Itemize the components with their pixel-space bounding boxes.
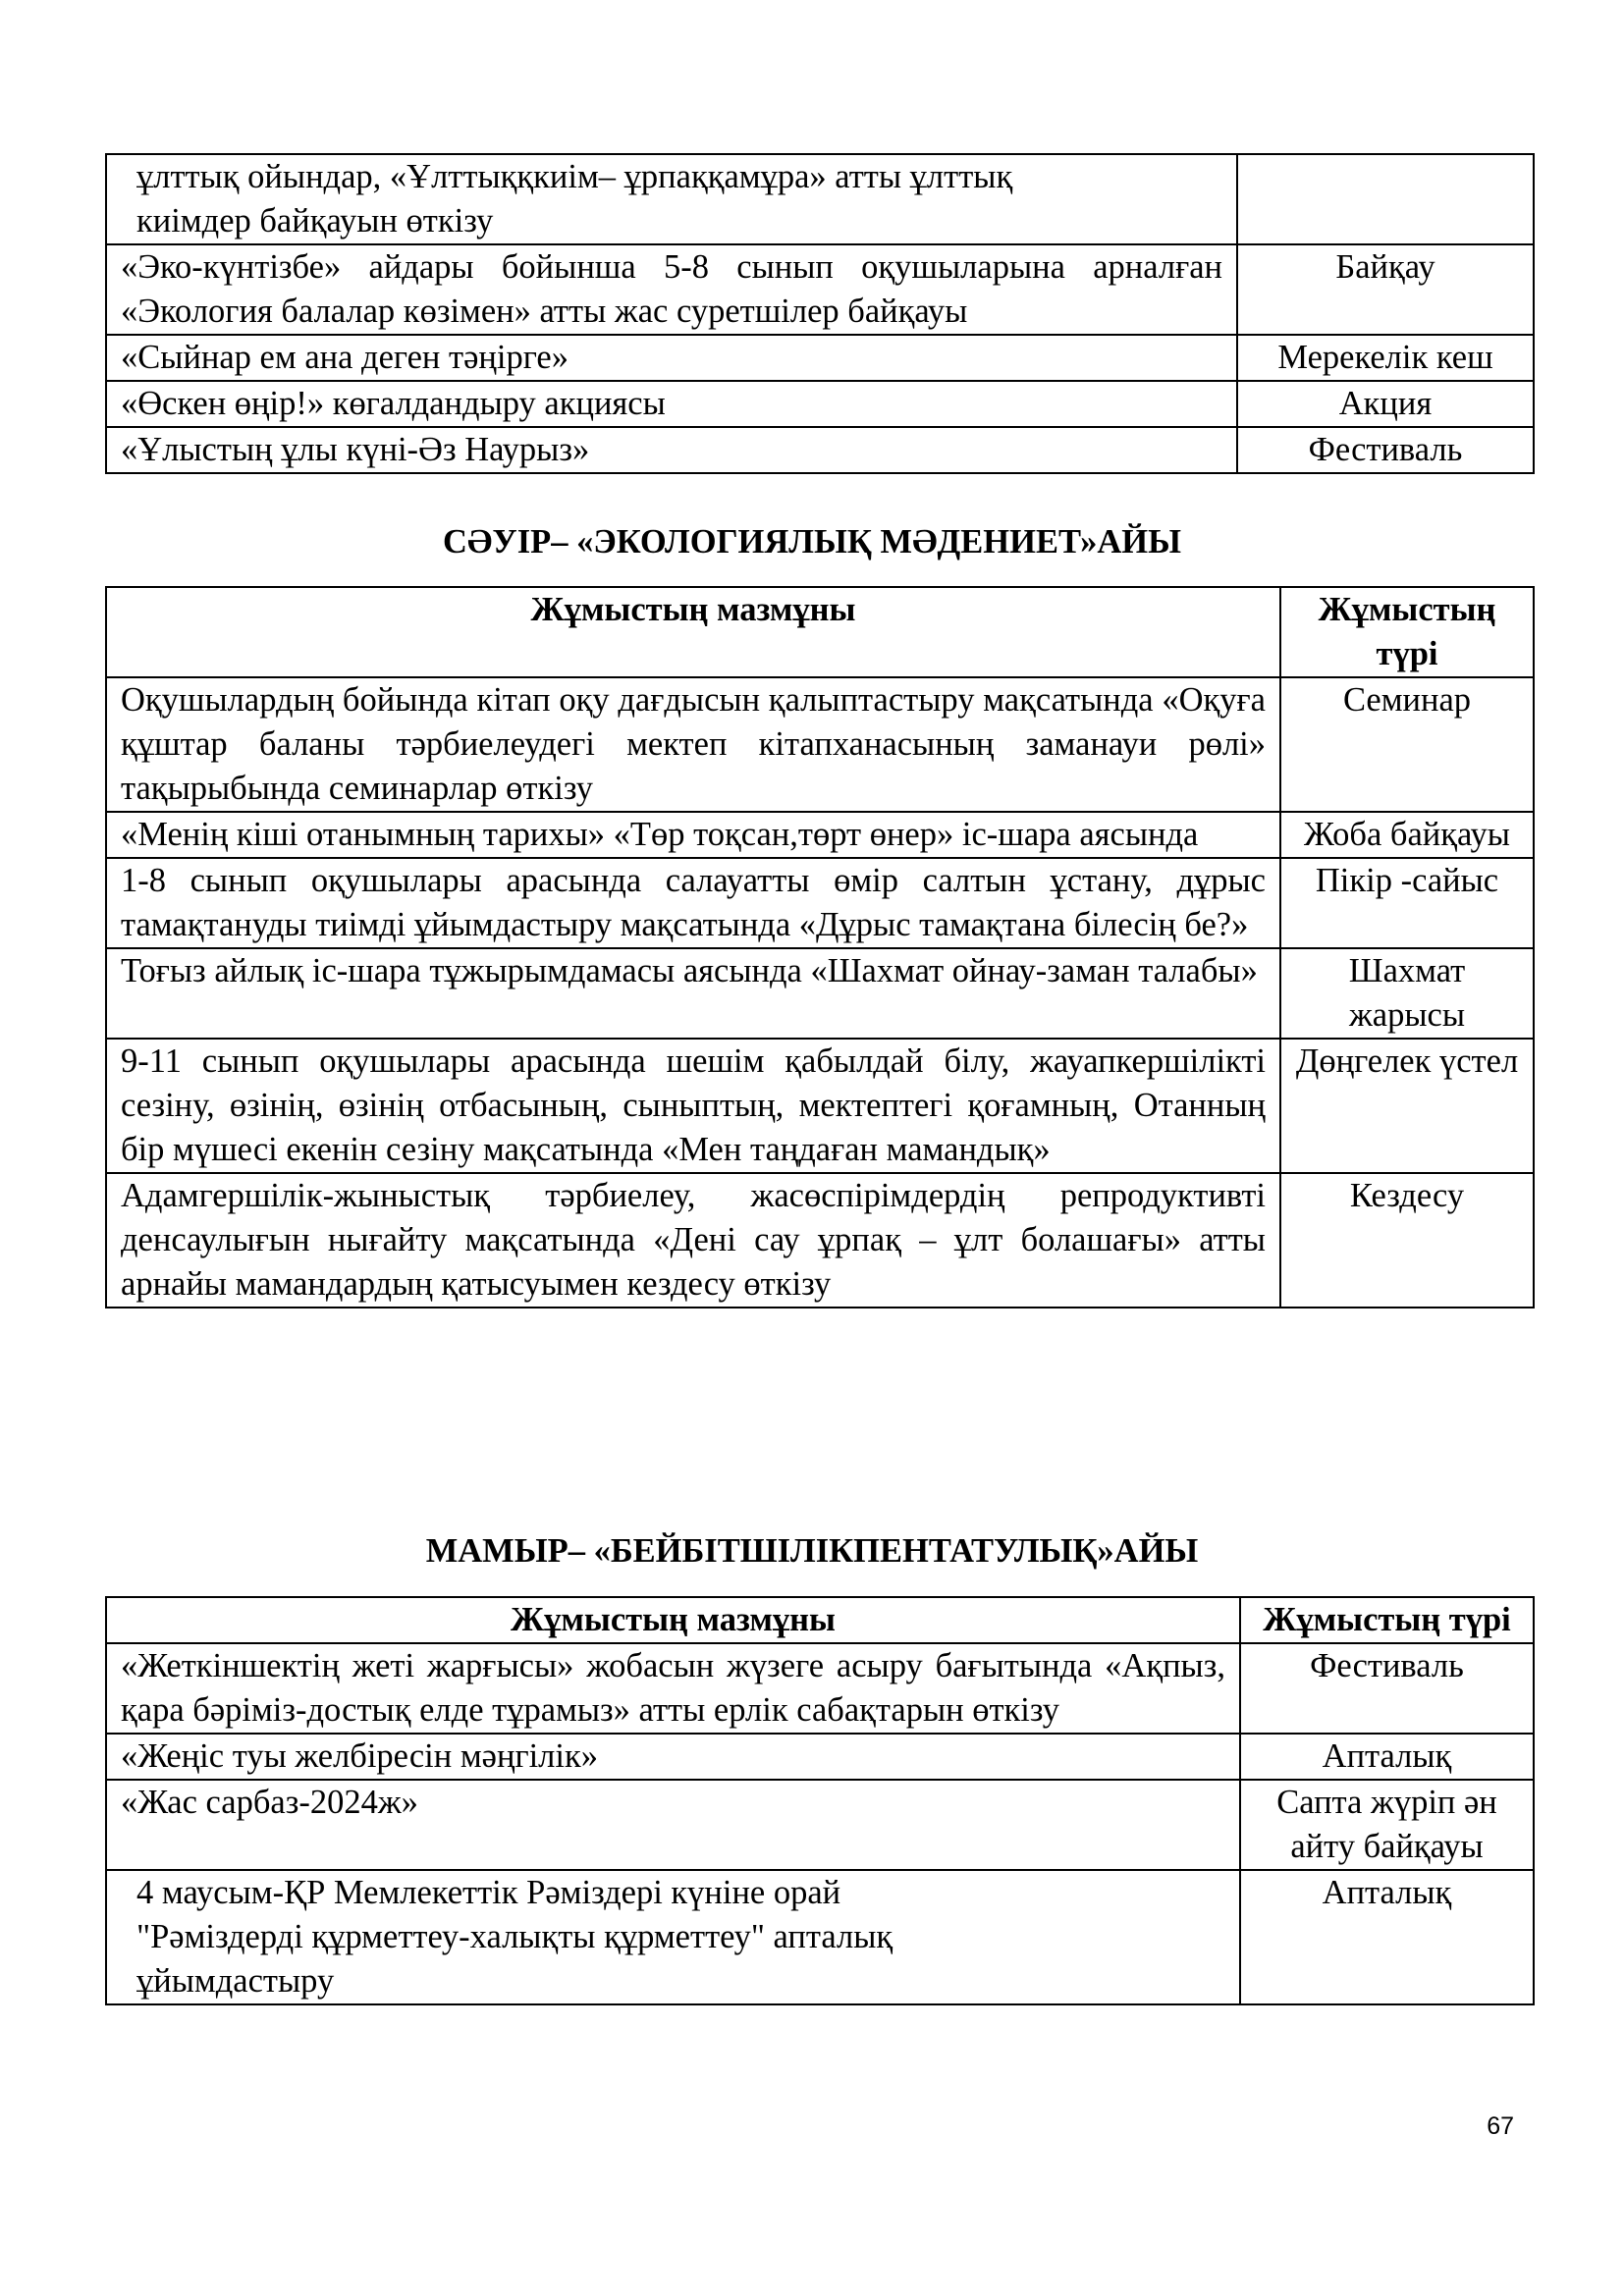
content-cell: Оқушылардың бойында кітап оқу дағдысын қалыптастыру мақсатында «Оқуға құштар баланы тәрбиелеудегі мектеп кітапханасының заманауи рөлі» тақырыбында семинарлар өткізу (106, 677, 1280, 812)
content-cell: 9-11 сынып оқушылары арасында шешім қабылдай білу, жауапкершілікті сезіну, өзінің, өзінің отбасының, сыныптың, мектептегі қоғамның, Отанның бір мүшесі екенін сезіну мақсатында «Мен таңдаған мамандық» (106, 1039, 1280, 1173)
type-cell: Фестиваль (1237, 427, 1534, 473)
type-cell: Пікір -сайыс (1280, 858, 1534, 948)
section-title-may: МАМЫР– «БЕЙБІТШІЛІКПЕНТАТУЛЫҚ»АЙЫ (425, 1532, 1199, 1570)
content-cell: Тоғыз айлық іс-шара тұжырымдамасы аясында «Шахмат ойнау-заман талабы» (106, 948, 1280, 1039)
table-row (106, 335, 1534, 381)
content-cell: «Ұлыстың ұлы күні-Әз Наурыз» (106, 427, 1237, 473)
content-cell (106, 154, 1237, 244)
content-line: 4 маусым-ҚР Мемлекеттік Рәміздері күніне орай (136, 1874, 841, 1911)
table-row (106, 154, 1534, 244)
type-cell (1237, 154, 1534, 244)
table-row (106, 381, 1534, 427)
table-row (106, 858, 1534, 948)
type-cell: Шахмат жарысы (1280, 948, 1534, 1039)
table-row (106, 812, 1534, 858)
table-row (106, 1643, 1534, 1734)
type-cell: Кездесу (1280, 1173, 1534, 1308)
header-content: Жұмыстың мазмұны (106, 587, 1280, 677)
table-row (106, 677, 1534, 812)
type-cell: Акция (1237, 381, 1534, 427)
content-cell: «Өскен өңір!» көгалдандыру акциясы (106, 381, 1237, 427)
header-type: Жұмыстың түрі (1280, 587, 1534, 677)
type-cell: Дөңгелек үстел (1280, 1039, 1534, 1173)
table-row (106, 244, 1534, 335)
content-line: ұлттық ойындар, «Ұлттыққкиім– ұрпаққамұра» атты ұлттық (136, 158, 1013, 195)
content-cell: «Эко-күнтізбе» айдары бойынша 5-8 сынып оқушыларына арналған «Экология балалар көзімен» атты жас суретшілер байқауы (106, 244, 1237, 335)
content-cell: «Жеткіншектің жеті жарғысы» жобасын жүзеге асыру бағытында «Ақпыз, қара бәріміз-достық елде тұрамыз» атты ерлік сабақтарын өткізу (106, 1643, 1240, 1734)
table-row (106, 427, 1534, 473)
type-cell: Фестиваль (1240, 1643, 1534, 1734)
table-row (106, 1734, 1534, 1780)
table-row (106, 1173, 1534, 1308)
table-may (105, 1596, 1535, 2005)
type-cell: Сапта жүріп ән айту байқауы (1240, 1780, 1534, 1870)
table-row (106, 1780, 1534, 1870)
table-header-row (106, 587, 1534, 677)
content-line: ұйымдастыру (136, 1962, 335, 2000)
table-row (106, 1870, 1534, 2004)
content-line: "Рәміздерді құрметтеу-халықты құрметтеу" апталық (136, 1918, 893, 1955)
type-cell: Байқау (1237, 244, 1534, 335)
content-cell: 1-8 сынып оқушылары арасында салауатты өмір салтын ұстану, дұрыс тамақтануды тиімді ұйымдастыру мақсатында «Дұрыс тамақтана білесің бе?» (106, 858, 1280, 948)
content-line: киімдер байқауын өткізу (136, 202, 494, 240)
section-title-april: СӘУІР– «ЭКОЛОГИЯЛЫҚ МӘДЕНИЕТ»АЙЫ (443, 523, 1181, 561)
page-number: 67 (1487, 2112, 1514, 2140)
content-cell (106, 1870, 1240, 2004)
type-cell: Апталық (1240, 1734, 1534, 1780)
content-cell: «Жеңіс туы желбіресін мәңгілік» (106, 1734, 1240, 1780)
table-row (106, 948, 1534, 1039)
type-cell: Семинар (1280, 677, 1534, 812)
type-cell: Апталық (1240, 1870, 1534, 2004)
table-april (105, 586, 1535, 1308)
type-cell: Мерекелік кеш (1237, 335, 1534, 381)
header-content: Жұмыстың мазмұны (106, 1597, 1240, 1643)
content-cell: «Менің кіші отанымның тарихы» «Төр тоқсан,төрт өнер» іс-шара аясында (106, 812, 1280, 858)
table-header-row (106, 1597, 1534, 1643)
content-cell: Адамгершілік-жыныстық тәрбиелеу, жасөспірімдердің репродуктивті денсаулығын нығайту мақсатында «Дені сау ұрпақ – ұлт болашағы» атты арнайы мамандардың қатысуымен кездесу өткізу (106, 1173, 1280, 1308)
content-cell: «Жас сарбаз-2024ж» (106, 1780, 1240, 1870)
type-cell: Жоба байқауы (1280, 812, 1534, 858)
header-type: Жұмыстың түрі (1240, 1597, 1534, 1643)
content-cell: «Сыйнар ем ана деген тәңірге» (106, 335, 1237, 381)
table-row (106, 1039, 1534, 1173)
table-top (105, 153, 1535, 474)
